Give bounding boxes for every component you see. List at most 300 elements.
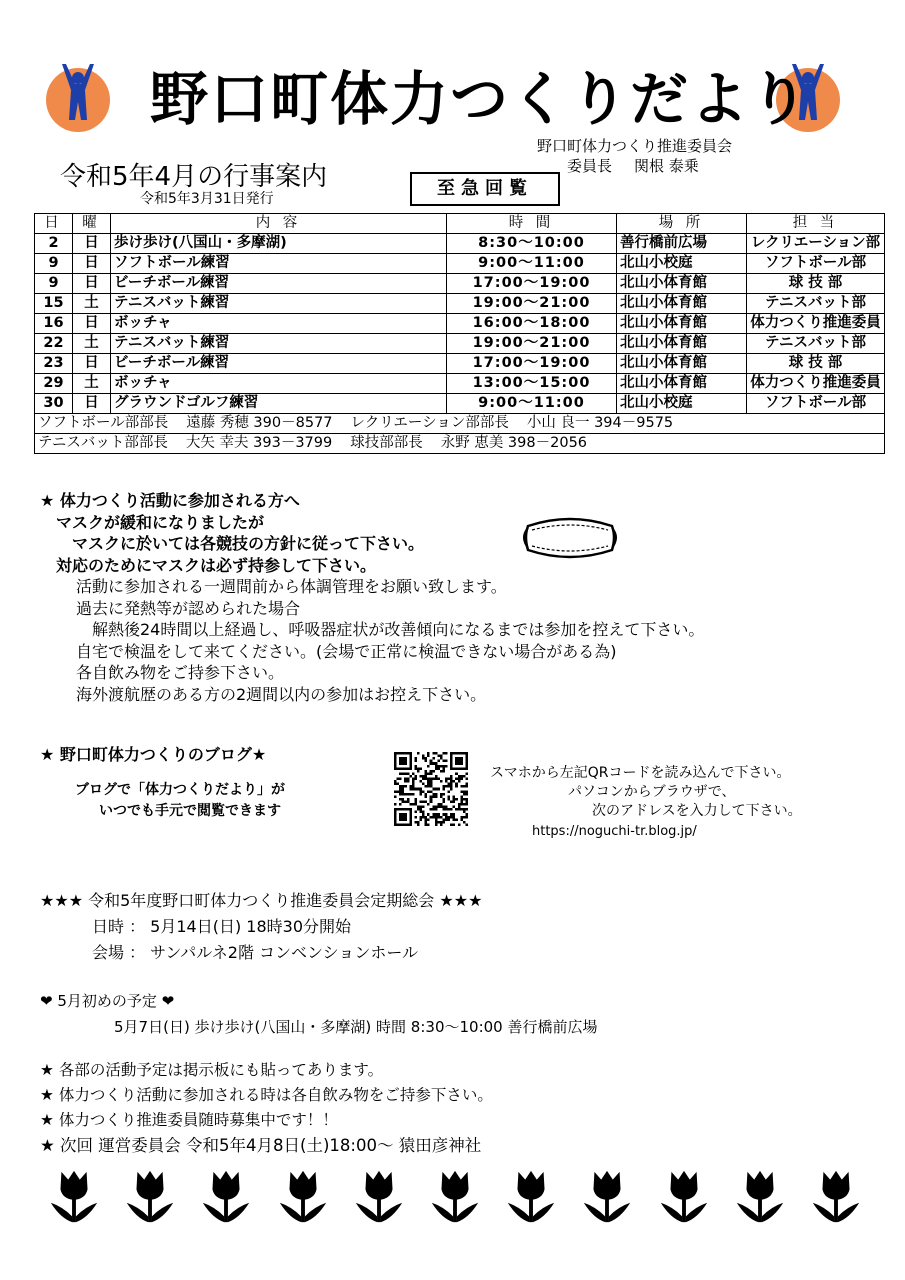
qr-module <box>425 818 428 821</box>
qr-module <box>465 816 468 819</box>
qr-module <box>425 821 428 824</box>
qr-module <box>435 813 438 816</box>
qr-line: スマホから左記QRコードを読み込んで下さい。 <box>490 765 791 781</box>
qr-module <box>399 793 402 796</box>
qr-line: 次のアドレスを入力して下さい。 <box>592 803 802 819</box>
qr-module <box>458 823 461 826</box>
place-cell: 北山小体育館 <box>617 334 747 354</box>
qr-module <box>420 780 423 783</box>
qr-module <box>430 783 433 786</box>
org-name: 野口町体力つくり推進委員会 <box>537 137 733 155</box>
qr-module <box>409 788 412 791</box>
qr-module <box>432 762 435 765</box>
qr-module <box>399 790 402 793</box>
qr-module <box>414 767 417 770</box>
qr-module <box>442 793 445 796</box>
note-line: 活動に参加される一週間前から体調管理をお願い致します。 <box>76 577 507 596</box>
note-line: 解熱後24時間以上経過し、呼吸器症状が改善傾向になるまでは参加を控えて下さい。 <box>76 620 705 639</box>
dept-cell: レクリエーション部 <box>747 234 885 254</box>
qr-module <box>465 778 468 781</box>
qr-module <box>445 816 448 819</box>
qr-module <box>412 783 415 786</box>
qr-module <box>437 816 440 819</box>
qr-module <box>420 808 423 811</box>
qr-module <box>430 795 433 798</box>
qr-module <box>432 788 435 791</box>
qr-module <box>465 800 468 803</box>
qr-module <box>414 775 417 778</box>
qr-module <box>442 798 445 801</box>
dept-cell: ソフトボール部 <box>747 394 885 414</box>
qr-module <box>422 755 425 758</box>
tulip-icon <box>426 1168 484 1226</box>
qr-module <box>442 806 445 809</box>
qr-module <box>417 808 420 811</box>
qr-module <box>465 772 468 775</box>
qr-module <box>465 813 468 816</box>
qr-module <box>422 816 425 819</box>
qr-module <box>417 752 420 755</box>
place-cell: 北山小体育館 <box>617 294 747 314</box>
qr-module <box>445 785 448 788</box>
blog-title: ★ 野口町体力つくりのブログ★ <box>40 745 267 764</box>
qr-module <box>455 818 458 821</box>
qr-module <box>409 775 412 778</box>
qr-module <box>414 778 417 781</box>
qr-module <box>417 788 420 791</box>
tulip-icon <box>578 1168 636 1226</box>
mask-icon <box>520 508 620 566</box>
qr-module <box>422 806 425 809</box>
qr-module <box>430 800 433 803</box>
qr-module <box>437 778 440 781</box>
chair-name: 関根 泰乗 <box>634 157 699 175</box>
qr-module <box>463 808 466 811</box>
qr-module <box>465 823 468 826</box>
qr-module <box>440 823 443 826</box>
tulip-border <box>45 1168 865 1228</box>
may-title: ❤ 5月初めの予定 ❤ <box>40 992 175 1010</box>
qr-module <box>458 780 461 783</box>
qr-module <box>445 778 448 781</box>
contact-role: テニスバット部部長 <box>38 435 168 451</box>
qr-module <box>417 770 420 773</box>
table-row <box>35 334 885 354</box>
qr-module <box>437 760 440 763</box>
qr-module <box>465 803 468 806</box>
qr-module <box>432 752 435 755</box>
qr-module <box>430 780 433 783</box>
qr-module <box>414 760 417 763</box>
qr-module <box>450 808 453 811</box>
qr-module <box>430 816 433 819</box>
meeting-venue: 会場 ： サンパルネ2階 コンベンションホール <box>92 943 418 962</box>
qr-module <box>402 772 405 775</box>
qr-module <box>435 821 438 824</box>
qr-module <box>437 788 440 791</box>
col-place: 場 所 <box>617 214 747 234</box>
qr-module <box>435 762 438 765</box>
note-line: 各自飲み物をご持参下さい。 <box>76 663 285 682</box>
qr-module <box>455 783 458 786</box>
qr-module <box>450 813 453 816</box>
qr-module <box>425 823 428 826</box>
qr-module <box>440 806 443 809</box>
tulip-icon <box>807 1168 865 1226</box>
qr-module <box>458 808 461 811</box>
may-section <box>40 988 597 1040</box>
qr-module <box>394 790 397 793</box>
qr-module <box>445 765 448 768</box>
urgent-badge: 至急回覧 <box>410 172 560 206</box>
table-row <box>35 294 885 314</box>
qr-module <box>404 772 407 775</box>
subtitle: 令和5年4月の行事案内 <box>60 162 328 192</box>
qr-module <box>455 798 458 801</box>
qr-module <box>465 783 468 786</box>
qr-module <box>399 813 407 821</box>
qr-module <box>440 816 443 819</box>
qr-module <box>450 823 453 826</box>
qr-module <box>437 803 440 806</box>
time-cell: 13:00～15:00 <box>447 374 617 394</box>
qr-module <box>450 788 453 791</box>
qr-module <box>404 800 407 803</box>
contact-person: 遠藤 秀穂 390－8577 <box>186 415 333 431</box>
blog-url[interactable]: https://noguchi-tr.blog.jp/ <box>532 824 697 839</box>
qr-module <box>432 757 435 760</box>
qr-module <box>435 765 438 768</box>
qr-module <box>402 793 405 796</box>
qr-module <box>399 785 402 788</box>
day-cell: 9 <box>35 254 73 274</box>
qr-module <box>404 793 407 796</box>
qr-module <box>450 785 453 788</box>
qr-module <box>460 790 463 793</box>
qr-module <box>460 803 463 806</box>
weekday-cell: 日 <box>73 394 111 414</box>
qr-module <box>442 813 445 816</box>
qr-module <box>407 798 410 801</box>
qr-module <box>412 803 415 806</box>
qr-module <box>409 803 412 806</box>
col-dept: 担 当 <box>747 214 885 234</box>
qr-module <box>422 775 425 778</box>
qr-module <box>397 783 400 786</box>
day-cell: 16 <box>35 314 73 334</box>
qr-module <box>435 793 438 796</box>
qr-module <box>448 808 451 811</box>
qr-module <box>427 813 430 816</box>
qr-module <box>430 760 433 763</box>
day-cell: 22 <box>35 334 73 354</box>
qr-module <box>435 808 438 811</box>
qr-module <box>394 795 397 798</box>
time-cell: 8:30～10:00 <box>447 234 617 254</box>
qr-module <box>463 816 466 819</box>
qr-module <box>402 785 405 788</box>
qr-module <box>465 808 468 811</box>
qr-module <box>448 795 451 798</box>
day-cell: 30 <box>35 394 73 414</box>
qr-module <box>414 788 417 791</box>
qr-module <box>427 755 430 758</box>
qr-module <box>463 790 466 793</box>
qr-module <box>450 775 453 778</box>
chair <box>567 155 699 176</box>
qr-module <box>463 821 466 824</box>
table-header-row <box>35 214 885 234</box>
qr-module <box>463 785 466 788</box>
bottom-line: ★ 体力つくり活動に参加される時は各自飲み物をご持参下さい。 <box>40 1086 493 1104</box>
qr-module <box>425 793 428 796</box>
qr-module <box>460 778 463 781</box>
qr-module <box>422 778 425 781</box>
qr-module <box>458 775 461 778</box>
qr-module <box>442 770 445 773</box>
qr-module <box>414 765 417 768</box>
notes-heading: ★ 体力つくり活動に参加される方へ <box>40 491 300 510</box>
dept-cell: 体力つくり推進委員 <box>747 314 885 334</box>
event-cell: テニスバット練習 <box>111 334 447 354</box>
qr-module <box>404 778 407 781</box>
qr-module <box>432 808 435 811</box>
qr-module <box>430 762 433 765</box>
issue-date: 令和5年3月31日発行 <box>140 191 274 207</box>
tulip-icon <box>731 1168 789 1226</box>
qr-module <box>460 785 463 788</box>
qr-module <box>442 767 445 770</box>
qr-module <box>442 808 445 811</box>
contact-person: 永野 恵美 398－2056 <box>440 435 588 451</box>
blog-desc-line: ブログで「体力つくりだより」が <box>75 782 285 798</box>
qr-module <box>425 800 428 803</box>
weekday-cell: 日 <box>73 254 111 274</box>
table-row <box>35 274 885 294</box>
qr-module <box>435 806 438 809</box>
event-cell: ビーチボール練習 <box>111 274 447 294</box>
note-line: 自宅で検温をして来てください。(会場で正常に検温できない場合がある為) <box>76 641 617 661</box>
event-cell: テニスバット練習 <box>111 294 447 314</box>
col-weekday: 曜 <box>73 214 111 234</box>
qr-line: パソコンからブラウザで、 <box>568 784 736 800</box>
col-event: 内 容 <box>111 214 447 234</box>
qr-module <box>465 798 468 801</box>
qr-module <box>455 772 458 775</box>
qr-module <box>427 823 430 826</box>
qr-module <box>445 806 448 809</box>
qr-module <box>432 795 435 798</box>
qr-module <box>430 790 433 793</box>
qr-module <box>435 775 438 778</box>
qr-module <box>455 785 458 788</box>
qr-module <box>435 818 438 821</box>
qr-code[interactable] <box>392 752 470 826</box>
qr-module <box>450 816 453 819</box>
qr-module <box>435 788 438 791</box>
qr-module <box>450 783 453 786</box>
qr-module <box>440 793 443 796</box>
qr-module <box>432 793 435 796</box>
qr-module <box>445 752 448 755</box>
qr-module <box>430 772 433 775</box>
day-cell: 9 <box>35 274 73 294</box>
qr-module <box>448 785 451 788</box>
qr-module <box>407 780 410 783</box>
qr-module <box>435 767 438 770</box>
table-row <box>35 234 885 254</box>
qr-module <box>463 811 466 814</box>
qr-module <box>420 806 423 809</box>
qr-module <box>414 803 417 806</box>
tulip-icon <box>121 1168 179 1226</box>
qr-module <box>427 818 430 821</box>
weekday-cell: 日 <box>73 354 111 374</box>
note-line: 過去に発熱等が認められた場合 <box>76 598 301 618</box>
note-line: マスクが緩和になりましたが <box>40 512 265 532</box>
weekday-cell: 土 <box>73 294 111 314</box>
qr-module <box>455 757 463 765</box>
qr-instructions <box>490 764 802 821</box>
qr-module <box>394 783 397 786</box>
qr-module <box>442 800 445 803</box>
qr-module <box>402 788 405 791</box>
table-row <box>35 254 885 274</box>
qr-module <box>442 752 445 755</box>
qr-module <box>420 790 423 793</box>
qr-module <box>407 778 410 781</box>
qr-module <box>445 808 448 811</box>
qr-module <box>460 808 463 811</box>
qr-module <box>425 775 428 778</box>
qr-module <box>417 823 420 826</box>
qr-module <box>414 821 417 824</box>
place-cell: 北山小体育館 <box>617 354 747 374</box>
qr-module <box>420 793 423 796</box>
qr-module <box>450 800 453 803</box>
meeting-section <box>40 888 482 966</box>
weekday-cell: 土 <box>73 334 111 354</box>
qr-module <box>448 818 451 821</box>
qr-module <box>430 808 433 811</box>
qr-module <box>399 778 402 781</box>
day-cell: 2 <box>35 234 73 254</box>
qr-module <box>427 790 430 793</box>
qr-module <box>463 793 466 796</box>
qr-module <box>463 775 466 778</box>
qr-module <box>453 795 456 798</box>
qr-module <box>420 811 423 814</box>
qr-module <box>435 795 438 798</box>
qr-module <box>425 785 428 788</box>
weekday-cell: 日 <box>73 274 111 294</box>
qr-module <box>458 778 461 781</box>
time-cell: 19:00～21:00 <box>447 294 617 314</box>
qr-module <box>442 765 445 768</box>
qr-module <box>453 780 456 783</box>
bottom-line: ★ 体力つくり推進委員随時募集中です！！ <box>40 1111 338 1129</box>
time-cell: 19:00～21:00 <box>447 334 617 354</box>
qr-module <box>445 780 448 783</box>
qr-module <box>458 803 461 806</box>
qr-module <box>450 778 453 781</box>
qr-module <box>440 803 443 806</box>
event-cell: ボッチャ <box>111 314 447 334</box>
weekday-cell: 日 <box>73 314 111 334</box>
qr-module <box>425 757 428 760</box>
time-cell: 9:00～11:00 <box>447 394 617 414</box>
qr-module <box>427 765 430 768</box>
blog-desc-line: いつでも手元で閲覧できます <box>99 803 281 819</box>
qr-module <box>430 778 433 781</box>
qr-module <box>432 770 435 773</box>
table-row <box>35 394 885 414</box>
qr-module <box>402 800 405 803</box>
time-cell: 17:00～19:00 <box>447 354 617 374</box>
qr-module <box>427 778 430 781</box>
tulip-icon <box>197 1168 255 1226</box>
qr-module <box>427 752 430 755</box>
day-cell: 15 <box>35 294 73 314</box>
place-cell: 北山小校庭 <box>617 254 747 274</box>
contact-person: 大矢 幸夫 393－3799 <box>185 435 333 451</box>
qr-module <box>435 823 438 826</box>
meeting-title: ★★★ 令和5年度野口町体力つくり推進委員会定期総会 ★★★ <box>40 891 483 910</box>
qr-module <box>425 816 428 819</box>
qr-module <box>437 767 440 770</box>
qr-module <box>432 778 435 781</box>
day-cell: 23 <box>35 354 73 374</box>
qr-module <box>427 803 430 806</box>
qr-module <box>442 821 445 824</box>
qr-module <box>432 806 435 809</box>
qr-module <box>427 785 430 788</box>
qr-module <box>427 783 430 786</box>
qr-module <box>427 780 430 783</box>
qr-module <box>417 806 420 809</box>
qr-module <box>442 785 445 788</box>
qr-module <box>399 772 402 775</box>
qr-module <box>407 793 410 796</box>
event-cell: ボッチャ <box>111 374 447 394</box>
event-cell: 歩け歩け(八国山・多摩湖) <box>111 234 447 254</box>
dept-cell: テニスバット部 <box>747 294 885 314</box>
qr-module <box>402 790 405 793</box>
dept-cell: テニスバット部 <box>747 334 885 354</box>
qr-module <box>399 798 402 801</box>
qr-module <box>448 783 451 786</box>
qr-module <box>430 798 433 801</box>
qr-module <box>414 798 417 801</box>
qr-module <box>430 770 433 773</box>
qr-module <box>463 798 466 801</box>
qr-module <box>425 795 428 798</box>
meeting-date: 日時 ： 5月14日(日) 18時30分開始 <box>92 917 352 936</box>
tulip-icon <box>350 1168 408 1226</box>
qr-module <box>397 790 400 793</box>
day-cell: 29 <box>35 374 73 394</box>
qr-module <box>465 785 468 788</box>
qr-module <box>465 790 468 793</box>
contact-row <box>35 434 885 454</box>
table-row <box>35 374 885 394</box>
qr-module <box>437 806 440 809</box>
qr-module <box>407 800 410 803</box>
qr-module <box>442 818 445 821</box>
qr-module <box>460 818 463 821</box>
weekday-cell: 土 <box>73 374 111 394</box>
contact-cell <box>35 414 885 434</box>
